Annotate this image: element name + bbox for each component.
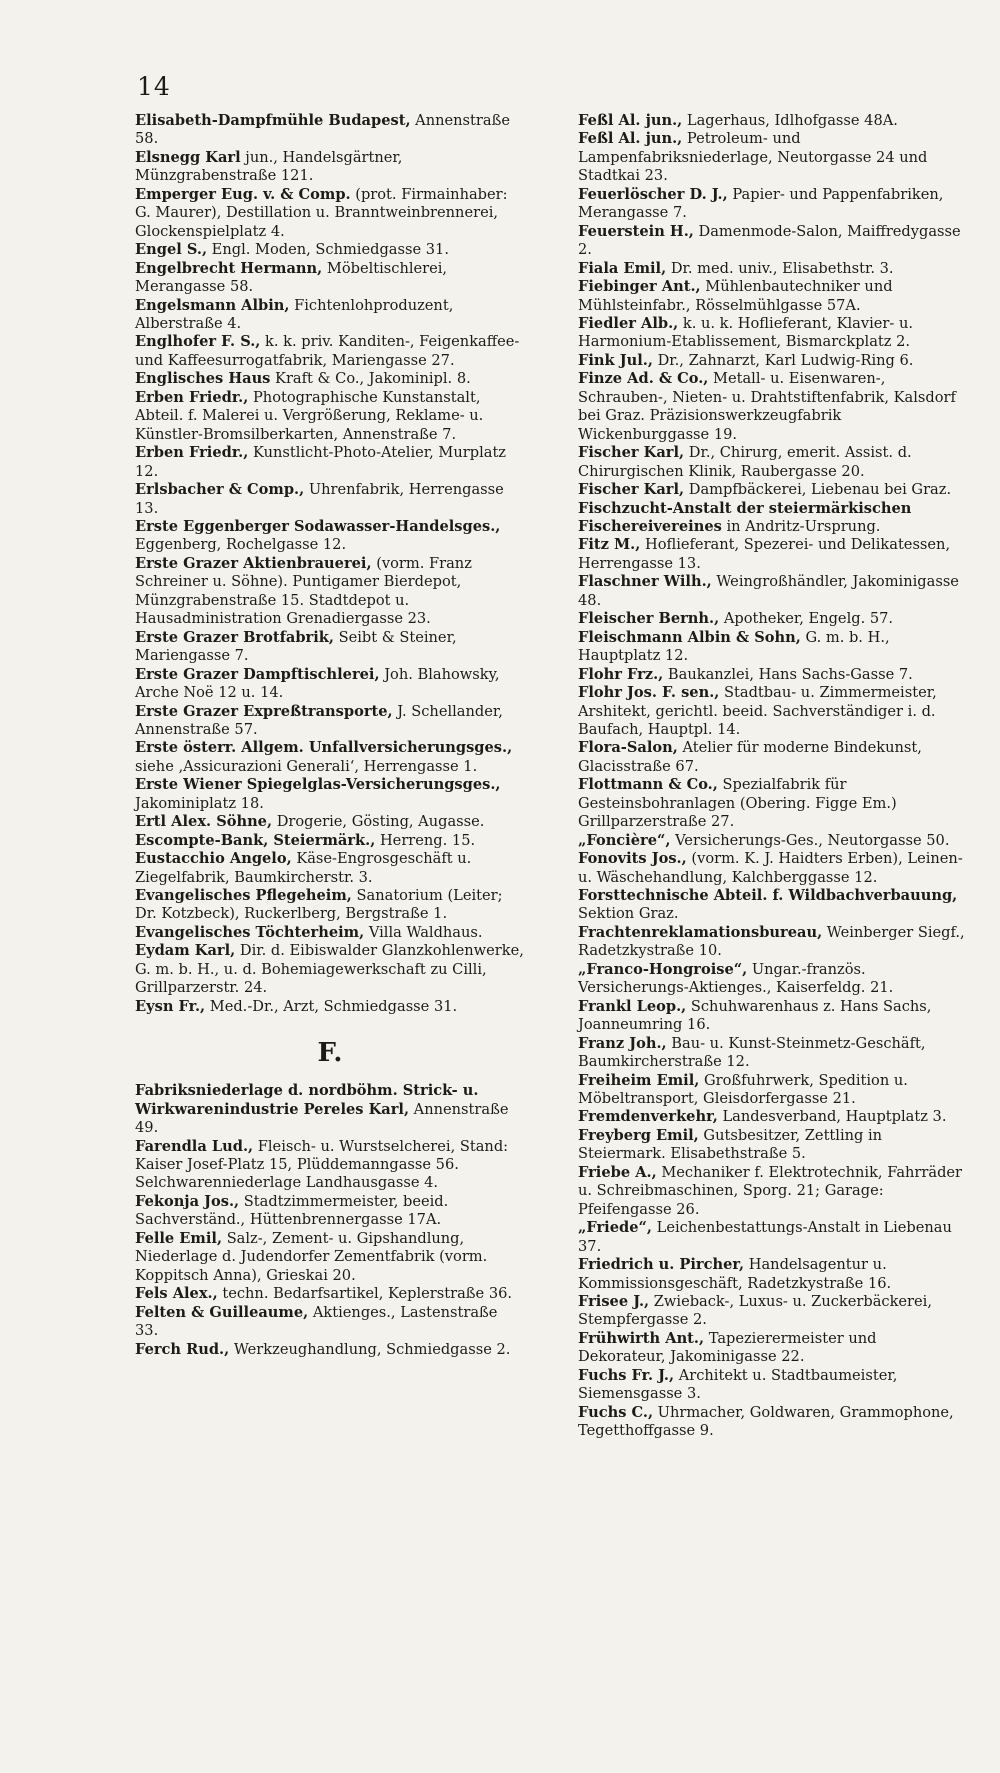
entry-name: Fink Jul.,	[578, 351, 653, 369]
directory-entry	[135, 1341, 525, 1359]
entry-text: Dir. d. Eibiswalder Glanzkohlenwerke, G. m. b. H., u. d. Bohemiagewerkschaft zu Cilli, Grillparzerstr. 24.	[135, 942, 524, 997]
entry-text: Drogerie, Gösting, Augasse.	[276, 813, 485, 831]
entry-name: Englisches Haus	[135, 370, 271, 388]
entry-name: Feßl Al. jun.,	[578, 130, 683, 148]
directory-entry	[135, 832, 525, 850]
entry-name: Flottmann & Co.,	[578, 776, 718, 794]
directory-entry	[578, 1164, 968, 1219]
directory-entry	[578, 832, 968, 850]
right-column	[578, 112, 968, 1441]
directory-entry	[578, 887, 968, 924]
entry-name: Felten & Guilleaume,	[135, 1303, 309, 1321]
directory-entry	[578, 536, 968, 573]
directory-entry	[135, 1230, 525, 1285]
entry-text: Stadtbau- u. Zimmermeister, Arshitekt, gerichtl. beeid. Sachverständiger i. d. Baufach, Hauptpl. 14.	[578, 684, 937, 738]
entry-text: Sanatorium (Leiter; Dr. Kotzbeck), Ruckerlberg, Bergstraße 1.	[135, 887, 503, 923]
entry-name: Erste Eggenberger Sodawasser-Handelsges.,	[135, 517, 501, 535]
directory-entry	[578, 444, 968, 481]
entry-name: Forsttechnische Abteil. f. Wildbachverbauung,	[578, 887, 958, 905]
directory-entry	[578, 315, 968, 352]
entry-text: Petroleum- und Lampenfabriksniederlage, Neutorgasse 24 und Stadtkai 23.	[578, 130, 928, 185]
entry-name: Fonovits Jos.,	[578, 850, 687, 868]
entry-text: Annenstraße 58.	[135, 112, 510, 148]
directory-entry	[135, 444, 525, 481]
entry-text: Zwieback-, Luxus- u. Zuckerbäckerei, Stempfergasse 2.	[578, 1293, 932, 1329]
entry-text: Ungar.-französ. Versicherungs-Aktienges., Kaiserfeldg. 21.	[578, 960, 894, 997]
entry-text: k. u. k. Hoflieferant, Klavier- u. Harmonium-Etablissement, Bismarckplatz 2.	[578, 314, 914, 351]
entry-name: Ferch Rud.,	[135, 1340, 230, 1358]
entry-text: Möbeltischlerei, Merangasse 58.	[135, 259, 448, 296]
entry-name: Escompte-Bank, Steiermärk.,	[135, 831, 376, 849]
entry-text: (vorm. Franz Schreiner u. Söhne). Puntigamer Bierdepot, Münzgrabenstraße 15. Stadtdepot u. Hausadministration Grenadiergasse 23.	[135, 554, 472, 628]
entries-e	[135, 112, 525, 1016]
entry-text: Seibt & Steiner, Mariengasse 7.	[135, 628, 457, 665]
directory-entry	[578, 1293, 968, 1330]
directory-entry	[578, 1127, 968, 1164]
directory-entry	[135, 1285, 525, 1303]
directory-entry	[578, 610, 968, 628]
entry-name: Flaschner Wilh.,	[578, 573, 712, 591]
entry-text: Atelier für moderne Bindekunst, Glacisstraße 67.	[578, 739, 922, 775]
directory-entry	[135, 481, 525, 518]
entry-name: Engel S.,	[135, 241, 208, 259]
directory-entry	[135, 333, 525, 370]
entry-name: Feuerlöscher D. J.,	[578, 185, 728, 203]
entry-text: Fichtenlohproduzent, Alberstraße 4.	[135, 296, 454, 332]
entry-text: Apotheker, Engelg. 57.	[723, 610, 894, 628]
entry-name: Evangelisches Pflegeheim,	[135, 887, 352, 905]
entry-text: Kraft & Co., Jakominipl. 8.	[275, 370, 471, 388]
entry-name: Flora-Salon,	[578, 739, 678, 757]
entry-name: Fabriksniederlage d. nordböhm. Strick- u. Wirkwarenindustrie Pereles Karl,	[135, 1082, 479, 1118]
directory-entry	[578, 278, 968, 315]
entry-text: Joh. Blahowsky, Arche Noë 12 u. 14.	[135, 665, 500, 702]
entry-name: Fleischmann Albin & Sohn,	[578, 628, 801, 646]
directory-entry	[578, 500, 968, 537]
directory-entry	[135, 629, 525, 666]
directory-entry	[578, 1219, 968, 1256]
directory-entry	[135, 942, 525, 997]
entry-name: Fiebinger Ant.,	[578, 278, 701, 296]
entry-text: (vorm. K. J. Haidters Erben), Leinen- u. Wäschehandlung, Kalchberggasse 12.	[578, 850, 963, 886]
entry-text: Landesverband, Hauptplatz 3.	[722, 1108, 947, 1126]
entry-name: Frühwirth Ant.,	[578, 1329, 705, 1347]
entry-text: Werkzeughandlung, Schmiedgasse 2.	[233, 1340, 511, 1358]
entry-text: Jakominiplatz 18.	[135, 794, 264, 812]
entry-text: Villa Waldhaus.	[368, 923, 483, 941]
directory-entry	[578, 260, 968, 278]
entry-text: Uhrenfabrik, Herrengasse 13.	[135, 481, 504, 517]
directory-entry	[135, 924, 525, 942]
directory-entry	[135, 887, 525, 924]
entry-text: Kunstlicht-Photo-Atelier, Murplatz 12.	[135, 444, 506, 480]
entry-name: Fischer Karl,	[578, 444, 685, 462]
directory-entry	[578, 1404, 968, 1441]
entry-text: Uhrmacher, Goldwaren, Grammophone, Tegetthoffgasse 9.	[578, 1403, 954, 1440]
entry-text: Bau- u. Kunst-Steinmetz-Geschäft, Baumkircherstraße 12.	[578, 1034, 926, 1071]
directory-entry	[135, 1138, 525, 1193]
entry-text: Aktienges., Lastenstraße 33.	[135, 1303, 498, 1340]
directory-entry	[135, 813, 525, 831]
directory-entry	[135, 112, 525, 149]
entry-text: Annenstraße 49.	[135, 1100, 509, 1137]
entry-name: Freiheim Emil,	[578, 1071, 700, 1089]
entry-text: Mechaniker f. Elektrotechnik, Fahrräder u. Schreibmaschinen, Sporg. 21; Garage: Pfeifengasse 26.	[578, 1163, 963, 1218]
directory-entry	[135, 389, 525, 444]
directory-entry	[135, 666, 525, 703]
directory-entry	[578, 739, 968, 776]
page-number: 14	[137, 72, 171, 101]
entry-text: Photographische Kunstanstalt, Abteil. f. Malerei u. Vergrößerung, Reklame- u. Künstler-Bromsilberkarten, Annenstraße 7.	[135, 388, 484, 443]
entry-text: Weingroßhändler, Jakominigasse 48.	[578, 573, 959, 609]
directory-entry	[135, 1193, 525, 1230]
entry-text: Weinberger Siegf., Radetzkystraße 10.	[578, 923, 965, 960]
entry-text: Engl. Moden, Schmiedgasse 31.	[211, 241, 449, 259]
entry-text: Lagerhaus, Idlhofgasse 48A.	[686, 112, 898, 129]
entry-name: Erste Grazer Brotfabrik,	[135, 628, 334, 646]
entry-text: Dampfbäckerei, Liebenau bei Graz.	[688, 481, 952, 499]
entry-name: Feßl Al. jun.,	[578, 112, 683, 129]
entry-name: Flohr Frz.,	[578, 665, 664, 683]
directory-entry	[135, 370, 525, 388]
entry-name: Friebe A.,	[578, 1163, 657, 1181]
section-letter: F.	[317, 1038, 343, 1069]
entry-name: Eustacchio Angelo,	[135, 850, 292, 868]
directory-entry	[578, 573, 968, 610]
directory-entry	[578, 1256, 968, 1293]
entry-name: Eydam Karl,	[135, 942, 236, 960]
entry-name: Erben Friedr.,	[135, 444, 249, 462]
directory-entry	[578, 1108, 968, 1126]
entry-name: Fiala Emil,	[578, 259, 667, 277]
entry-text: Sektion Graz.	[578, 905, 679, 923]
entry-text: J. Schellander, Annenstraße 57.	[135, 702, 503, 738]
directory-entry	[578, 186, 968, 223]
directory-entry	[578, 666, 968, 684]
entry-text: Med.-Dr., Arzt, Schmiedgasse 31.	[209, 997, 458, 1015]
entry-text: in Andritz-Ursprung.	[726, 517, 881, 535]
entry-name: Ertl Alex. Söhne,	[135, 813, 273, 831]
entry-text: Großfuhrwerk, Spedition u. Möbeltransport, Gleisdorfergasse 21.	[578, 1071, 908, 1108]
entry-text: Käse-Engrosgeschäft u. Ziegelfabrik, Baumkircherstr. 3.	[135, 850, 472, 886]
directory-entry	[135, 776, 525, 813]
entry-name: Franz Joh.,	[578, 1034, 667, 1052]
entry-text: Dr. med. univ., Elisabethstr. 3.	[670, 259, 894, 277]
entries-f	[135, 1082, 525, 1359]
entry-text: Baukanzlei, Hans Sachs-Gasse 7.	[667, 665, 913, 683]
directory-entry	[578, 1367, 968, 1404]
directory-entry	[135, 186, 525, 241]
directory-entry	[135, 555, 525, 629]
entry-text: Eggenberg, Rochelgasse 12.	[135, 536, 347, 554]
directory-entry	[578, 130, 968, 185]
directory-entry	[578, 998, 968, 1035]
entry-text: (prot. Firmainhaber: G. Maurer), Destillation u. Branntweinbrennerei, Glockenspielplatz 4.	[135, 185, 508, 240]
directory-entry	[135, 850, 525, 887]
entry-name: Elisabeth-Dampfmühle Budapest,	[135, 112, 411, 129]
entry-text: Architekt u. Stadtbaumeister, Siemensgasse 3.	[578, 1366, 898, 1403]
entry-name: Erben Friedr.,	[135, 388, 249, 406]
directory-entry	[578, 370, 968, 444]
entry-name: Fuchs Fr. J.,	[578, 1366, 675, 1384]
entry-name: Engelbrecht Hermann,	[135, 259, 323, 277]
entry-text: Damenmode-Salon, Maiffredygasse 2.	[578, 222, 961, 259]
directory-entry	[135, 739, 525, 776]
directory-entry	[135, 241, 525, 259]
entry-text: k. k. priv. Kanditen-, Feigenkaffee- und Kaffeesurrogatfabrik, Mariengasse 27.	[135, 333, 520, 369]
directory-entry	[578, 629, 968, 666]
directory-entry	[135, 297, 525, 334]
entry-name: Erlsbacher & Comp.,	[135, 481, 305, 499]
entry-name: Feuerstein H.,	[578, 222, 694, 240]
entry-name: „Foncière“,	[578, 831, 671, 849]
entry-text: Versicherungs-Ges., Neutorgasse 50.	[675, 831, 950, 849]
entry-text: Salz-, Zement- u. Gipshandlung, Niederlage d. Judendorfer Zementfabrik (vorm. Koppitsch Anna), Grieskai 20.	[135, 1229, 488, 1284]
entry-text: Dr., Zahnarzt, Karl Ludwig-Ring 6.	[657, 351, 914, 369]
entry-name: Flohr Jos. F. sen.,	[578, 684, 720, 702]
entry-text: jun., Handelsgärtner, Münzgrabenstraße 121.	[135, 148, 403, 185]
entry-text: Handelsagentur u. Kommissionsgeschäft, Radetzkystraße 16.	[578, 1256, 892, 1292]
directory-entry	[578, 776, 968, 831]
directory-entry	[135, 149, 525, 186]
directory-entry	[135, 1304, 525, 1341]
entry-name: Evangelisches Töchterheim,	[135, 923, 365, 941]
entry-text: Papier- und Pappenfabriken, Merangasse 7.	[578, 185, 944, 222]
directory-entry	[135, 998, 525, 1016]
entry-text: G. m. b. H., Hauptplatz 12.	[578, 628, 890, 665]
left-column	[135, 112, 525, 1359]
entry-name: Engelsmann Albin,	[135, 296, 290, 314]
entry-text: Mühlenbautechniker und Mühlsteinfabr., Rösselmühlgasse 57A.	[578, 278, 893, 314]
entry-name: Erste Grazer Aktienbrauerei,	[135, 554, 372, 572]
entry-name: Fiedler Alb.,	[578, 314, 679, 332]
entry-name: Erste Wiener Spiegelglas-Versicherungsges.,	[135, 776, 501, 794]
entry-text: siehe ‚Assicurazioni Generali‘, Herrengasse 1.	[135, 757, 478, 775]
directory-entry	[578, 850, 968, 887]
directory-entry	[578, 1330, 968, 1367]
directory-entry	[135, 703, 525, 740]
entry-text: Hoflieferant, Spezerei- und Delikatessen, Herrengasse 13.	[578, 536, 951, 572]
entry-text: Leichenbestattungs-Anstalt in Liebenau 37.	[578, 1219, 952, 1255]
directory-entry	[578, 223, 968, 260]
entry-name: Frisee J.,	[578, 1293, 650, 1310]
entry-name: Friedrich u. Pircher,	[578, 1256, 745, 1274]
entry-name: Frankl Leop.,	[578, 997, 687, 1015]
entry-name: Fischer Karl,	[578, 481, 685, 499]
directory-entry	[135, 260, 525, 297]
entry-name: Freyberg Emil,	[578, 1126, 699, 1144]
entry-name: Erste Grazer Dampftischlerei,	[135, 665, 380, 683]
directory-entry	[578, 1072, 968, 1109]
entry-name: Eysn Fr.,	[135, 997, 206, 1015]
directory-entry	[578, 112, 968, 130]
directory-entry	[135, 518, 525, 555]
entry-name: Erste Grazer Expreßtransporte,	[135, 702, 393, 720]
entry-name: Fekonja Jos.,	[135, 1192, 240, 1210]
entry-text: Tapezierermeister und Dekorateur, Jakominigasse 22.	[578, 1329, 877, 1366]
directory-entry	[578, 924, 968, 961]
entry-text: Spezialfabrik für Gesteinsbohranlagen (Obering. Figge Em.) Grillparzerstraße 27.	[578, 776, 897, 831]
entry-text: techn. Bedarfsartikel, Keplerstraße 36.	[222, 1285, 513, 1303]
entry-name: Erste österr. Allgem. Unfallversicherungsges.,	[135, 739, 513, 757]
entry-name: Elsnegg Karl	[135, 148, 241, 166]
entry-text: Dr., Chirurg, emerit. Assist. d. Chirurgischen Klinik, Raubergasse 20.	[578, 444, 912, 480]
entry-text: Stadtzimmermeister, beeid. Sachverständ., Hüttenbrennergasse 17A.	[135, 1192, 449, 1229]
entry-name: Fischzucht-Anstalt der steiermärkischen Fischereivereines	[578, 499, 912, 535]
directory-entry	[578, 684, 968, 739]
entries-right	[578, 112, 968, 1441]
entry-text: Gutsbesitzer, Zettling in Steiermark. Elisabethstraße 5.	[578, 1126, 883, 1163]
entry-name: „Franco-Hongroise“,	[578, 960, 748, 978]
entry-name: „Friede“,	[578, 1219, 652, 1237]
directory-entry	[135, 1082, 525, 1137]
entry-name: Fremdenverkehr,	[578, 1108, 718, 1126]
entry-text: Fleisch- u. Wurstselcherei, Stand: Kaiser Josef-Platz 15, Plüddemanngasse 56. Selchwarenniederlage Landhausgasse 4.	[135, 1137, 509, 1192]
entry-name: Fels Alex.,	[135, 1285, 218, 1303]
entry-text: Schuhwarenhaus z. Hans Sachs, Joanneumring 16.	[578, 997, 932, 1034]
entry-name: Farendla Lud.,	[135, 1137, 254, 1155]
entry-text: Herreng. 15.	[379, 831, 476, 849]
directory-entry	[578, 961, 968, 998]
directory-entry	[578, 1035, 968, 1072]
entry-name: Fitz M.,	[578, 536, 641, 554]
entry-text: Metall- u. Eisenwaren-, Schrauben-, Nieten- u. Drahtstiftenfabrik, Kalsdorf bei Graz. Präzisionswerkzeugfabrik Wickenburggasse 19.	[578, 370, 956, 443]
directory-entry	[578, 352, 968, 370]
entry-name: Fleischer Bernh.,	[578, 610, 720, 628]
entry-name: Emperger Eug. v. & Comp.	[135, 185, 351, 203]
entry-name: Finze Ad. & Co.,	[578, 370, 709, 388]
entry-name: Felle Emil,	[135, 1229, 223, 1247]
directory-entry	[578, 481, 968, 499]
entry-name: Englhofer F. S.,	[135, 333, 261, 351]
entry-name: Frachtenreklamationsbureau,	[578, 923, 823, 941]
entry-name: Fuchs C.,	[578, 1403, 654, 1421]
